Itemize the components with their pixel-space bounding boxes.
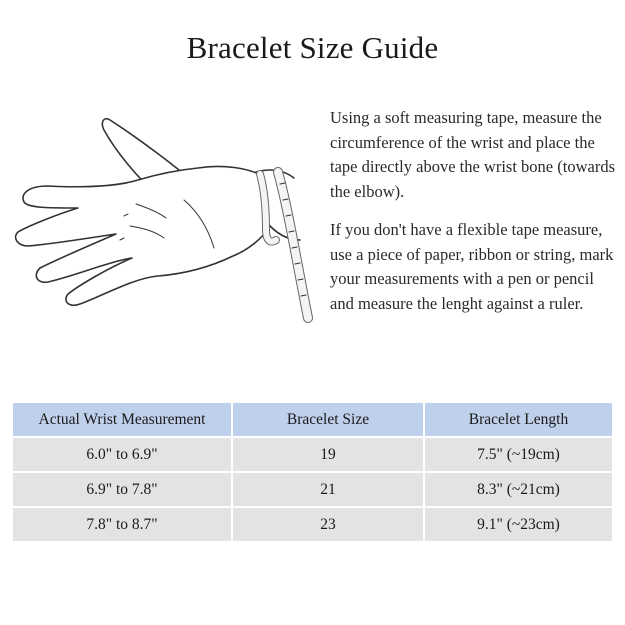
size-table <box>11 401 614 543</box>
table-row <box>13 473 612 506</box>
cell-bracelet-length: 8.3" (~21cm) <box>425 473 612 506</box>
cell-wrist-measurement: 7.8" to 8.7" <box>13 508 231 541</box>
table-header-row <box>13 403 612 436</box>
table-row <box>13 438 612 471</box>
header-bracelet-size: Bracelet Size <box>233 403 423 436</box>
cell-bracelet-length: 7.5" (~19cm) <box>425 438 612 471</box>
cell-wrist-measurement: 6.9" to 7.8" <box>13 473 231 506</box>
instruction-paragraph-2: If you don't have a flexible tape measure, use a piece of paper, ribbon or string, mark your measurements with a pen or pencil and measure the lenght against a ruler. <box>330 220 614 313</box>
header-bracelet-length: Bracelet Length <box>425 403 612 436</box>
instruction-paragraph-1: Using a soft measuring tape, measure the circumference of the wrist and place the tape directly above the wrist bone (towards the elbow). <box>330 108 615 201</box>
cell-bracelet-length: 9.1" (~23cm) <box>425 508 612 541</box>
cell-bracelet-size: 23 <box>233 508 423 541</box>
page-title: Bracelet Size Guide <box>186 30 439 65</box>
measuring-instructions <box>330 106 620 330</box>
table-row <box>13 508 612 541</box>
hand-with-measuring-tape-icon <box>8 108 323 336</box>
header-wrist-measurement: Actual Wrist Measurement <box>13 403 231 436</box>
cell-bracelet-size: 19 <box>233 438 423 471</box>
cell-bracelet-size: 21 <box>233 473 423 506</box>
cell-wrist-measurement: 6.0" to 6.9" <box>13 438 231 471</box>
